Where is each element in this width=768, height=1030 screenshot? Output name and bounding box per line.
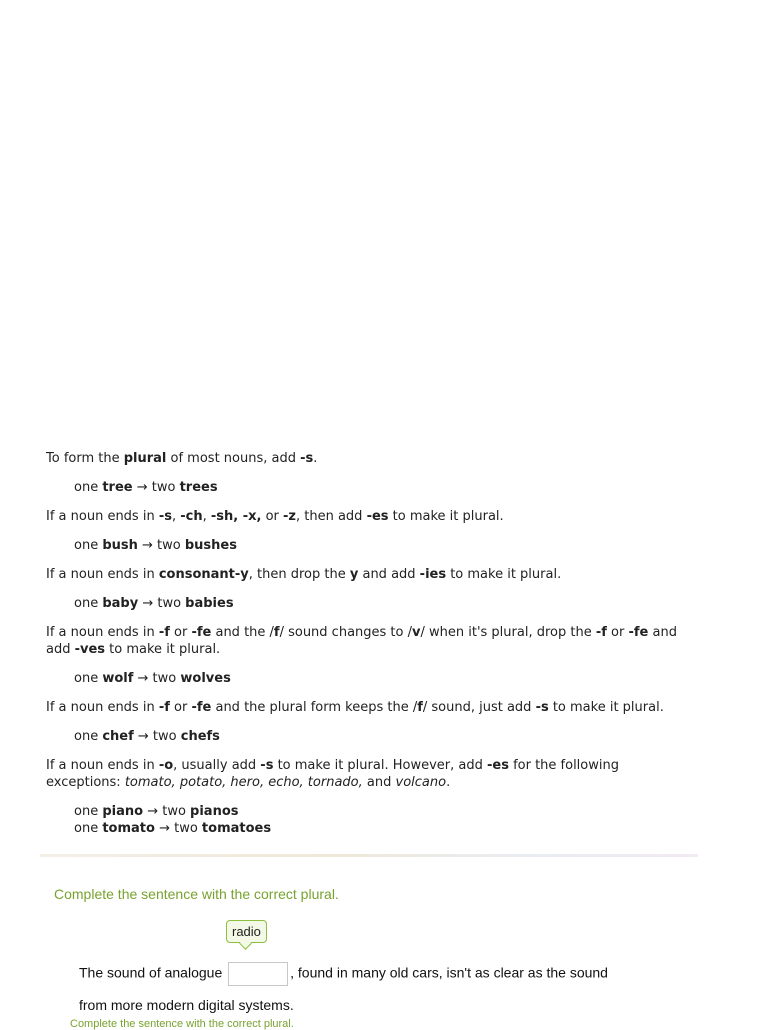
rule-text: and the plural form keeps the / [211,700,418,715]
keyword: consonant-y [158,567,249,582]
singular: chef [102,729,134,744]
rule-text: If a noun ends in [46,509,159,524]
sound: f [273,625,280,640]
sound: f [417,700,423,715]
rule-text: or [169,700,192,715]
exercise-panel [0,880,768,1030]
arrow: → two [138,596,186,611]
rule-text: . [313,451,318,466]
rule-text: or [169,625,192,640]
rule-text: or [261,509,284,524]
suffix: -es [486,758,509,773]
singular: tomato [102,821,155,836]
plural: tomatoes [201,821,272,836]
suffix: -s [158,509,172,524]
rule-regular-plural [46,450,696,467]
arrow: → two [133,729,181,744]
plural: trees [179,480,218,495]
arrow: → two [143,804,191,819]
example-text: one [74,480,103,495]
example-piano [74,803,696,820]
example-text: one [74,729,103,744]
plural: bushes [184,538,237,553]
rule-text: , then add [295,509,367,524]
rule-text: If a noun ends in [46,625,159,640]
suffix: -o [158,758,174,773]
singular: baby [102,596,139,611]
rule-text: , then drop the [248,567,350,582]
grammar-lesson [46,450,696,837]
suffix: -sh, -x, [210,509,262,524]
hint-bubble: radio [226,920,267,943]
suffix: -ies [419,567,447,582]
example-text: one [74,821,103,836]
example-text: one [74,596,103,611]
rule-text: / sound changes to / [279,625,412,640]
suffix: -fe [628,625,649,640]
rule-text: If a noun ends in [46,567,159,582]
suffix: -fe [191,700,212,715]
suffix: -s [300,451,314,466]
example-tree [74,479,696,496]
rule-text: To form the [46,451,124,466]
rule-text: / when it's plural, drop the [420,625,596,640]
singular: tree [102,480,133,495]
keyword: plural [123,451,167,466]
example-text: one [74,671,103,686]
plural: pianos [190,804,239,819]
sentence-after: , found in many old cars, isn't as clear as the sound [290,964,608,981]
suffix: -fe [191,625,212,640]
exercise-instruction: Complete the sentence with the correct plural. [54,886,339,902]
rule-text: , [171,509,181,524]
rule-text: and the / [211,625,274,640]
plural: babies [185,596,234,611]
exception-list: tomato, potato, hero, echo, tornado, [124,775,363,790]
sound: v [412,625,421,640]
rule-text: of most nouns, add [166,451,301,466]
plural: chefs [180,729,220,744]
rule-text: for the following exceptions: [46,758,619,790]
suffix: -z [283,509,296,524]
rule-text: or [606,625,629,640]
example-bush [74,537,696,554]
rule-text: and add [46,625,677,657]
rule-text: to make it plural. However, add [273,758,487,773]
rule-text: to make it plural. [548,700,664,715]
suffix: -f [158,700,170,715]
suffix: -s [260,758,274,773]
example-baby [74,595,696,612]
example-text: one [74,804,103,819]
arrow: → two [133,671,181,686]
exception-word: volcano [395,775,447,790]
rule-text: . [446,775,451,790]
arrow: → two [137,538,185,553]
answer-input[interactable] [228,962,288,986]
rule-text: If a noun ends in [46,700,159,715]
example-wolf [74,670,696,687]
singular: piano [102,804,144,819]
rule-text: to make it plural. [388,509,504,524]
suffix: -f [158,625,170,640]
suffix: -ch [180,509,203,524]
rule-ves-plural [46,624,696,658]
example-tomato [74,820,696,837]
rule-es-plural [46,508,696,525]
rule-text: to make it plural. [105,642,221,657]
suffix: -f [595,625,607,640]
section-divider [40,854,698,857]
rule-ies-plural [46,566,696,583]
plural: wolves [180,671,231,686]
singular: bush [102,538,138,553]
next-instruction-partial: Complete the sentence with the correct plural. [70,1018,294,1030]
rule-text: / sound, just add [422,700,536,715]
rule-text: If a noun ends in [46,758,159,773]
rule-text: , [202,509,211,524]
rule-text: and [362,775,396,790]
rule-text: and add [358,567,420,582]
suffix: -s [535,700,549,715]
sentence-line-2: from more modern digital systems. [79,997,294,1013]
singular: wolf [102,671,134,686]
arrow: → two [132,480,180,495]
example-chef [74,728,696,745]
sentence-before: The sound of analogue [79,964,227,981]
rule-fe-keep-plural [46,699,696,716]
rule-o-plural [46,757,696,791]
arrow: → two [154,821,202,836]
example-text: one [74,538,103,553]
sentence-line-1 [79,962,608,986]
suffix: -es [366,509,389,524]
keyword: y [349,567,359,582]
rule-text: to make it plural. [446,567,562,582]
rule-text: , usually add [173,758,261,773]
suffix: -ves [74,642,106,657]
